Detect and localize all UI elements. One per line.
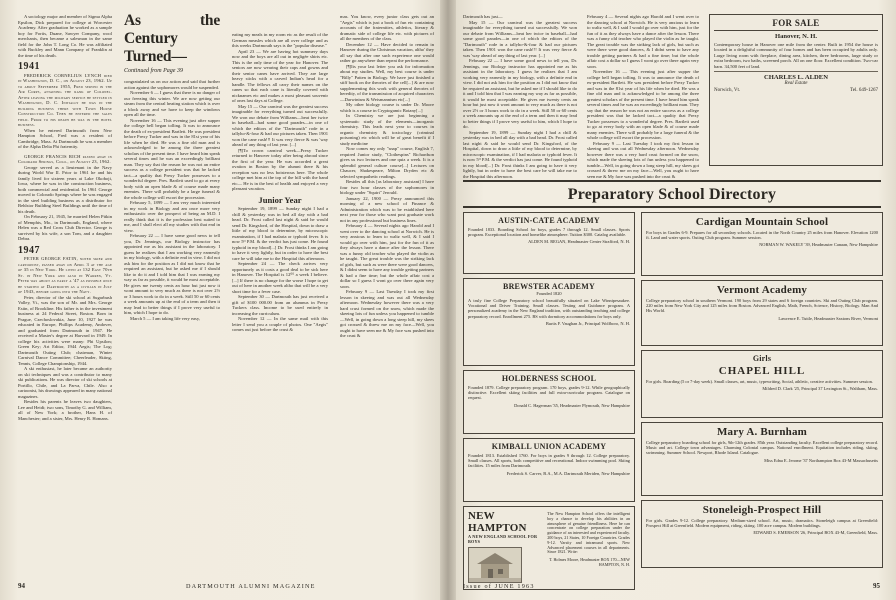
left-column-2: [124, 12, 220, 321]
school-kimball-union[interactable]: [463, 438, 635, 502]
school-signature: Frederick S. Carver, B.A., M.A. Dartmouth Meriden, New Hampshire: [506, 470, 630, 476]
feature-c4-p2: December 12 — Have decided to remain in Hanover during the Christmas vacation, altho' they all say that after one such experience one would rather go anywhere than repeat the performance.: [340, 41, 434, 63]
feature-c3-p1: eating my meals in my room etc as the result of the German measles which are all over college and as this weeks Dartmouth says is the "popular disease.": [232, 32, 328, 48]
school-founded: Founded 1820: [536, 291, 562, 296]
school-illustration: [468, 547, 522, 583]
school-body: For girls. Grades 9-12. College preparatory. Medium-sized school. Art, music, dramatics. Stoneleigh campus at Greenfield: Prospect Hill at Greenfield. Modern equipment, riding, skiing. 100 acre campus. Modern buildings.: [646, 518, 878, 529]
right-text-3: February 22 — I have some good news to tell you, Dr. Jennings, our Biology instructor has appointed me as his assistant in the laboratory. I guess he realizes that I am working very earnestly in my biology, with a definite end in view. I did not ask him for the position as I did not know that he required an assistant, but he asked me if I should like to do it and I told him that I was earning my way as far as possible, it would be most acceptable. He gives me twenty cents an hour but just now it wont amount to very much as there is not over 2½ or 3 hours work to do in a week. Still 50 or 60 cents a week amounts up at the end of a term and then it may lead to better things if I prove very useful to him, which I hope to do.: [463, 58, 577, 129]
school-body: A truly fine College Preparatory school beautifully situated on Lake Winnipesaukee. Vocational and Driver Training. Small classes. Testing and Guidance program. A personalized academy in the New England tradition, with outstanding teaching and college preparatory record. Enrollment 275. BS with dormitory accommodations for boys only.: [468, 298, 630, 319]
feature-c4-p11: February 9 — Last Tuesday I took my first lesson in skeeing and was out all Wednesday afternoon. Wednesday however there was a very hard crust formed on the snow, which made the skeeing lots of fun unless you happened to tumble—Well, in going down a long steep hill, my skees got crossed & threw me on my face—Well, you ought to have seen me & My face was pushed into the crust &: [340, 289, 434, 338]
school-name: AUSTIN-CATE ACADEMY: [498, 216, 600, 225]
left-column-4: [340, 14, 434, 339]
school-signature: T. Holmes Moore, Headmaster BOX 170—NEW HAMPTON, N. H.: [549, 557, 630, 568]
section-heading-junior-year: Junior Year: [258, 194, 302, 205]
school-body: For boys in Grades 6-9. Prepares for all secondary schools. Located in the North Country 25 miles from Hanover. Elevation 1200 ft. Land and water sports. Outing Club program. Summer session.: [646, 230, 878, 241]
school-body: College preparatory school in southern Vermont. 190 boys from 29 states and 6 foreign countries. Ski and Outing Club program. 220 miles from New York City and 125 miles from Boston. Advanced English, Math, French, Science, History, Biology. Man And His World.: [646, 298, 878, 314]
school-body: College preparatory boarding school for girls, 9th-12th grades. 85th year. Outstanding faculty. Excellent college preparatory record. Music and art. College town advantages. Charming Colonial campus. National enrollment. Equitation includes riding, skiing, swimming. Summer School. Newport, Rhode Island. Catalogue.: [646, 440, 878, 456]
school-body: Founded 1813. Established 1760. For boys in grades 9 through 12. College preparatory. Small classes. All sports, both competitive and recreational. Indoor swimming pool. Skiing facilities. 15 miles from Dartmouth.: [468, 453, 630, 469]
right-text-5: February 4 — Several nights ago Harold and I went over to the dancing school at Norwich. He is very anxious to learn to waltz well, & I said I would go over with him, just for the fun of it as they always have a dance after the lesson. There was a funny old teacher who played the violin as he taught. The great trouble was the striking lack of girls, but such as were there were good dancers, & I didnt seem to have any trouble getting partners & had a fine time; but the whole affair cost a dollar so I guess I wont go over there again very soon.: [587, 14, 699, 69]
footer-left: DARTMOUTH ALUMNI MAGAZINE: [186, 583, 316, 590]
feature-c3-p6: September 24 — The check arrives very opportunely as it costs a good deal to be sick here in Hanover. The Hospital is 12⁰⁰ a week I believe.[...] If there is no change for the worse I hope to get out of here in another week altho that will be a very short time for a fever case.: [232, 261, 328, 294]
page-number-left: 94: [18, 582, 25, 590]
page-gutter: [440, 0, 456, 600]
school-name: KIMBALL UNION ACADEMY: [491, 442, 607, 451]
obit-1941-lynch-2: When he entered Dartmouth from New Hampton School, Fred was a resident of Cambridge, Mass. At Dartmouth he was a member of the Alpha Delta Phi fraternity.: [18, 127, 112, 149]
school-signature: Miss Edna E. Jerome '37 Northampton Box 43-M Massachusetts: [764, 457, 878, 463]
obit-1941-rich-2: George served as a lieutenant in the Navy during World War II. Prior to 1961 he and his family lived for sixteen years at Lake Okoboji, Iowa, where he was in the construction business, both commercial and residential. In 1961 George moved to Colorado Springs where he was engaged in the steel building business as a distributor for Behlstor Building Steel Buildings until the time of his death.: [18, 164, 112, 214]
school-holderness[interactable]: [463, 370, 635, 434]
school-cardigan-mountain[interactable]: [641, 212, 883, 276]
school-signature: EDWARD S. EMERSON '26, Principal BOX 43-M, Greenfield, Mass.: [753, 530, 878, 536]
ad-contact-location: Norwich, Vt.: [714, 88, 741, 94]
school-signature: Mildred D. Clark '25, Principal 37 Lexington St., Waltham, Mass.: [762, 386, 878, 392]
obit-1941-lynch: FREDERICK CORNELIUS LYNCH died in Washington, D. C., on August 23, 1962. Up to about September 1955, Fred served in the Air Corps, attaining the rank of Colonel. After leaving the military service he settled in Washington, D. C. Initially he was in the building business there with Town House Construction Co. Then he entered the sales field. Prior to his death he was in the hotel business.: [18, 72, 112, 127]
ad-owner: CHARLES L. ALDEN: [764, 74, 828, 82]
feature-p6: March 5 — I am taking life very easy,: [130, 315, 200, 321]
ad-body: Contemporary house in Hanover one mile from the center. Built in 1954 the house is located in a delightful community of four homes and has been occupied by adults only. Large living room with fireplace, dining area, kitchen, three bedrooms, large study or extra bedroom, two baths, screened porch. All on one floor. Excellent condition. Two-car barn. 34,500 feet of land.: [714, 42, 878, 69]
feature-c4-p7: Now comes my only "snap" course, English 7, required Junior study, "Clothespins" Richardson gives us two lectures and one quiz a week. It is a splendid general culture course[...] Lectures on Chaucer, Shakespeare, Milton Dryden etc & selected sympathetic readings.: [340, 146, 434, 179]
obit-1947-estin-4: Besides his parents he leaves two daughters, Lee and Heidi; two sons, Timothy G. and William, all of New York; a brother, Hans H. of Manchester; and a sister, Mrs. Henry R. Homans.: [18, 399, 112, 421]
ad-owner-role: Real Estate: [784, 81, 808, 87]
obit-1941-rich-3: On February 21, 1945, he married Helen Pitkin of Memphis, Mo., in Dartmouth, England, where Helen was a Red Cross Club Director. George is survived by his wife, a son Tom, and a daughter Debra.: [18, 214, 112, 241]
school-name: HOLDERNESS SCHOOL: [501, 374, 597, 383]
school-name: Stoneleigh-Prospect Hill: [702, 504, 822, 516]
feature-c4-p3: [¶]Its your last letter you ask for information about my studies. Well, my best course is under "Billy" Patten in Biology. We have just finished a stiff book on the theories of the cell[...] & are now supplementing this work with general theories of heredity, of the transmission of acquired characters—Darwinism & Weismannism etc[...]: [340, 63, 434, 102]
school-chapel-hill[interactable]: [641, 350, 883, 418]
right-column-1: [463, 14, 577, 179]
class-year-1941: 1941: [18, 61, 40, 72]
divider: [714, 30, 878, 31]
school-signature: NORMAN W. WAKELY '39, Headmaster Canaan, New Hampshire: [759, 242, 878, 248]
school-name: NEW HAMPTON: [468, 510, 527, 534]
school-signature: Donald C. Hagerman '35, Headmaster Plymouth, New Hampshire: [514, 402, 630, 408]
directory-title: Preparatory School Directory: [567, 186, 777, 203]
feature-c4-p5: In Chemistry we are just beginning a systematic study of the elements—inorganic chemistry. This leads next year to courses in organic chemistry & toxicology (criminal poisoning) etc which will be of great benefit if I study medicine: [340, 113, 434, 146]
school-body: Founded 1879. College preparatory program. 170 boys, grades 9-12. While geographically distinctive. Excellent skiing facilities and full extra-curricular program. Catalogue on request.: [468, 385, 630, 401]
left-column-1: [18, 14, 112, 421]
feature-c3-p3: May 15 — Our carnival was the greatest success imaginable for everything turned out successfully. We won our debate from Williams—beat her twice in baseball—had some good parades—in one of which the editors of the "Dartmouth" rode in a tallyho-&-four & had our pictures taken. Then 1901 won the cane rush!!! It was very fierce & was 'way ahead of any thing of last year. [...]: [232, 103, 328, 147]
directory-rule-top: [463, 180, 881, 182]
school-signature: Lawrence E. Tuttle, Headmaster Saxtons River, Vermont: [778, 315, 878, 321]
right-text-7: February 9 — Last Tuesday I took my first lesson in skeeing and was out all Wednesday afternoon. Wednesday however there was a very hard crust formed on the snow, which made the skeeing lots of fun unless you happened to tumble—Well, in going down a long steep hill, my skees got crossed & threw me on my face—Well, you ought to have seen me & My face was pushed into the crust &: [587, 140, 699, 179]
school-name: Mary A. Burnham: [716, 426, 808, 438]
continued-from: Continued from Page 39: [124, 68, 183, 74]
school-body: For girls. Boarding (5 or 7-day week). Small classes, art, music, typewriting, Social, athletic, creative activities. Summer session.: [646, 379, 873, 384]
feature-c4-p8: Besides all this [as laboratory assistant] I have four two hour classes of the sophomores in biology under "Squirt" Jerould.: [340, 179, 434, 195]
school-body: Founded 1833. Boarding School for boys, grades 7 through 12. Small classes. Sports program. Exceptional location and homelike atmosphere. Tuition $300. Catalog available.: [468, 227, 630, 238]
ad-subtitle: Hanover, N. H.: [774, 33, 818, 40]
right-column-2: [587, 14, 699, 179]
school-name: BREWSTER ACADEMY: [503, 282, 595, 291]
page-number-right: 95: [873, 582, 880, 590]
school-vermont-academy[interactable]: [641, 280, 883, 346]
school-signature: Burtis F. Vaughan Jr., Principal Wolfboro, N. H.: [545, 320, 630, 326]
footer-right: Issue of JUNE 1963: [463, 583, 535, 590]
feature-p5: February 22 — I have some good news to tell you, Dr. Jennings, our Biology instructor has appointed me as his assistant in the laboratory. I guess he realizes that I am working very earnestly in my biology, with a definite end in view. I did not ask him for the position as I did not know that he required an assistant, but he asked me if I should like to do it and I told him that I was earning my way as far as possible, it would be most acceptable. He gives me twenty cents an hour but just now it wont amount to very much as there is not over 2½ or 3 hours work to do in a week. Still 50 or 60 cents a week amounts up at the end of a term and then it may lead to better things if I prove very useful to him, which I hope to do.: [124, 233, 220, 315]
feature-c4-p9: January 22, 1900 — Prexy announced this morning of a new school of Finance & Administration which was to be established here next year for those who want post graduate work not in any professional but business lines.: [340, 195, 434, 223]
obit-1947-estin-2: Peter, director of the ski school at Sugarbush Valley, Vt., was the son of Mr. and Mrs. George Estin, of Brookline. His father is in the investment business at 24 Federal Street, Boston. Born in Prague, Czechoslovakia, June 10, 1927 he was educated in Europe, Phillips Academy, Andover, and graduated from Dartmouth in 1947. He received a Master's degree at Harvard in 1949. In college his activities were many: Phi Upsilon; Green Key; Art Editor, 1944 Aegis; The Log; Dartmouth Outing Club; chairman, Winter Carnival Dance Committee; Cheerleader, Skiing, Tennis, College Championship, 1944.: [18, 294, 112, 366]
feature-p3: November 16 — This evening just after supper the college bell began tolling. It was to announce the death of ex-president Bartlett. He was president before Prexy Tucker and was in the 81st year of his life when he died. He was a fine old man and is acknowledged to be among the three greatest scholars of the present time. I have heard him speak several times and he was an exceedingly brilliant man. They say that the reason he was not an entire success as a college president was that he lacked tact—a quality that Prexy Tucker possesses to a wonderful degree. Pres. Bartlett used to go at every body with an open blade & of course made many enemies. There will probably be a large funeral & the whole college will escort the procession.: [124, 117, 220, 200]
feature-c3-p7: September 30 — Dartmouth has just received a gift of $100 000.00 from an alumnus in Prexy Tuckers class. Income to be used entirely in increasing the curriculum.: [232, 294, 328, 316]
left-column-3: [232, 32, 328, 333]
school-mary-burnham[interactable]: [641, 422, 883, 496]
feature-c3-p5: September 19, 1899 — Sunday night I had a chill & yesterday was in bed all day with a bad head. Dr. Frost called last night & said he would send Dr. Kingsford, of the Hospital, down to draw a little of my blood to determine, by microscopic examination, if I had malaria or typhoid fever. It is now 5ᴴ P.M. & the verdict has just come. He found typhoid in my blood[...] Dr. Frost thinks I am going to have it very lightly, but in order to have the best care he will take me to the Hospital this afternoon.: [232, 206, 328, 261]
feature-c3-p8: November 12 — In the same mail with this letter I send you a couple of photos. One "Aegis" comes out just before the crust &: [232, 316, 328, 332]
school-signature: ALDEN M. REGAN, Headmaster Center Strafford, N. H.: [528, 239, 630, 245]
school-stoneleigh-prospect-hill[interactable]: [641, 500, 883, 568]
divider: [714, 71, 878, 72]
obit-1941-rich: GEORGE FRANCIS RICH passed away in Colorado Springs, Colo., on August 23, 1962.: [18, 153, 112, 164]
intro-paragraph: A sociology major and member of Sigma Alpha Epsilon, Dick prepared for college at Worcester Academy. After graduation he worked as a sample boy for Fortis, Duane, Sawyer Company, wool merchants, then became a salesman in the same field for the John T. Long Co. He was affiliated with Buckley and Mann Company of Franklin at the time of his death.: [18, 14, 112, 58]
school-girls-heading: Girls: [752, 354, 772, 363]
school-brewster[interactable]: [463, 278, 635, 366]
ad-title: FOR SALE: [772, 18, 820, 28]
feature-p1: congratulated us on our action and said that further action against the sophomores would be suspended.: [124, 79, 220, 90]
feature-c4-p10: February 4 — Several nights ago Harold and I went over to the dancing school at Norwich. He is very anxious to learn to waltz well, & I said I would go over with him, just for the fun of it as they always have a dance after the lesson. There was a funny old teacher who played the violin as he taught. The great trouble was the striking lack of girls, but such as were there were good dancers, & I didnt seem to have any trouble getting partners & had a fine time; but the whole affair cost a dollar so I guess I wont go over there again very soon.: [340, 223, 434, 289]
right-text-1: Dartmouth has just—: [463, 14, 503, 19]
obit-1947-estin-3: A ski enthusiast, he later became an authority on ski techniques and was a contributor to many ski publications. He was director of ski schools at Portillo, Chile, and La Parva, Chile. Also a cartoonist, his drawings appeared in many national magazines.: [18, 366, 112, 399]
right-text-6: November 16 — This evening just after supper the college bell began tolling. It was to announce the death of ex-president Bartlett. He was president before Prexy Tucker and was in the 81st year of his life when he died. He was a fine old man and is acknowledged to be among the three greatest scholars of the present time. I have heard him speak several times and he was an exceedingly brilliant man. They say that the reason he was not an entire success as a college president was that he lacked tact—a quality that Prexy Tucker possesses to a wonderful degree. Pres. Bartlett used to go at every body with an open blade & of course made many enemies. There will probably be a large funeral & the whole college will escort the procession.: [587, 69, 699, 140]
feature-c3-p4: [¶]To crown carnival week—Prexy Tucker returned to Hanover today after being abroad since the first of the year. He was accorded a great ovation in Boston by the alumni there & his reception was no less boisterous here. The whole college met him at the top of the hill with the band etc— He is in the best of health and enjoyed a very pleasant vacation.: [232, 147, 328, 191]
feature-c4-p4: My other biology course is under Dr. Moore which is a course in Cryptogamic Botany[...]: [340, 102, 434, 113]
feature-p4: February 5, 1899 — I am very much interested in my work in Biology and am once more very enthusiastic over the prospect of being an M.D. I really think that it is the profession best suited to me, and I shall elect all my studies with that end in view.: [124, 200, 220, 233]
school-name: Vermont Academy: [716, 284, 808, 296]
ad-for-sale[interactable]: [709, 14, 883, 166]
school-name: CHAPEL HILL: [718, 365, 806, 377]
ad-contact-phone[interactable]: Tel. 649-1267: [850, 88, 878, 94]
directory-rule-bottom: [463, 206, 881, 208]
right-text-4: September 19, 1899 — Sunday night I had a chill & yesterday was in bed all day with a bad head. Dr. Frost called last night & said he would send Dr. Kingsford, of the Hospital, down to draw a little of my blood to determine, by microscopic examination, if I had malaria or typhoid fever. It is now 5ᴴ P.M. & the verdict has just come. He found typhoid in my blood[...] Dr. Frost thinks I am going to have it very lightly, but in order to have the best care he will take me to the Hospital this afternoon.: [463, 129, 577, 179]
obit-1947-estin: PETER GEORGE FATIN, noted skier and cartoonist, passed away on April 3 at the age of 35 in New York. He lived at 132 East 70th St. in New York and also in Warren, Vt. Peter was about as early a '47 as possible once he started at Dartmouth as a civilian in July of 1943, before going into the Navy.: [18, 256, 112, 294]
class-year-1947: 1947: [18, 244, 40, 256]
feature-c3-p2: April 23 — We are having hot summery days now and the boys are all out in negligée shirts etc. This is the only time of the year for Hanover. The seniors are now wearing their caps and gowns and their senior canes have arrived. They are large heavy sticks with a carved Indian's head for a handle. The fellows all carry their names on the canes so that each cane is literally covered with nicknames etc and makes a most pleasant souvenir of ones last days at College.: [232, 48, 328, 103]
article-headline: As the Century Turned—: [124, 12, 220, 65]
feature-p2: November 6 — I guess that there is no danger of our freezing this winter. We are now getting our steam from the central heating station which is over a block away and we have to keep the windows open all the time.: [124, 90, 220, 117]
school-body: The New Hampton School offers the intelligent boy a chance to develop his abilities in an atmosphere of genuine friendliness. Here he can concentrate on college preparation under the guidance of an interested and experienced faculty. 200 boys, 21 States, 10 Foreign Countries. Grades 9-12. Varsity and intramural sports. New Advanced placement courses in all departments. Since 1821. Write:: [547, 511, 630, 555]
feature-c4-p1b: mas. You know, every junior class gets out an "Aegis" which is just a book of fun etc containing accounts of the fraternities, athletics, literary & dramatic side of college life etc. with pictures of all the members of the class.: [340, 14, 434, 41]
school-austin-cate[interactable]: [463, 212, 635, 274]
school-new-hampton[interactable]: [463, 506, 635, 590]
school-name: Cardigan Mountain School: [695, 216, 829, 228]
right-text-2: May 15 — Our carnival was the greatest success imaginable for everything turned out successfully. We won our debate from Williams—beat her twice in baseball—had some good parades—in one of which the editors of the "Dartmouth" rode in a tallyho-&-four & had our pictures taken. Then 1901 won the cane rush!!! It was very fierce & was 'way ahead of any thing of last year. [...]: [463, 19, 577, 58]
school-subtitle: A NEW ENGLAND SCHOOL FOR BOYS: [468, 534, 538, 544]
